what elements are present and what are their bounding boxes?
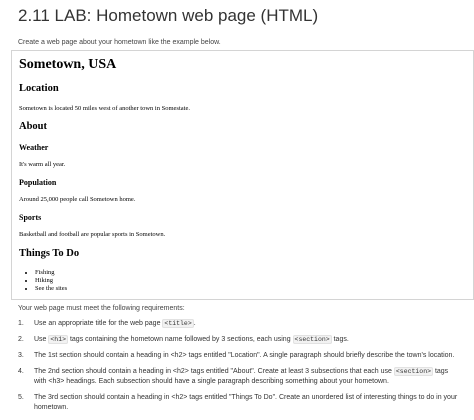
code-snippet: <section> (294, 336, 330, 343)
requirement-number: 4. (18, 368, 24, 375)
code-snippet: <section> (395, 368, 431, 375)
list-item: • Hiking (35, 277, 67, 285)
page-title: 2.11 LAB: Hometown web page (HTML) (18, 6, 319, 25)
things-list (19, 269, 67, 293)
requirement-text: The 3rd section should contain a heading in <h2> tags entitled "Things To Do". Create an unordered list of interesting things to do in your hometown. (34, 394, 458, 411)
weather-heading: Weather (19, 143, 49, 152)
sports-heading: Sports (19, 213, 42, 222)
list-item: • Fishing (35, 269, 67, 277)
example-page (11, 50, 474, 300)
things-heading: Things To Do (19, 248, 80, 259)
code-snippet: <h1> (50, 336, 67, 343)
intro-text: Create a web page about your hometown like the example below. (18, 39, 221, 46)
code-snippet: <title> (164, 320, 192, 327)
requirement-text: Use <h1> tags containing the hometown name followed by 3 sections, each using <section> tags. (34, 336, 349, 343)
requirement-text: Use an appropriate title for the web page <title> . (34, 320, 196, 327)
requirement-text: The 1st section should contain a heading in <h2> tags entitled "Location". A single paragraph should briefly describe the town's location. (34, 352, 455, 359)
list-item: • See the sites (35, 285, 67, 293)
example-h1: Sometown, USA (19, 57, 117, 72)
requirement-number: 1. (18, 320, 24, 327)
location-heading: Location (19, 83, 59, 94)
population-heading: Population (19, 178, 57, 187)
sports-text: Basketball and football are popular sports in Sometown. (19, 231, 166, 238)
weather-text: It's warm all year. (19, 161, 66, 168)
requirement-number: 2. (18, 336, 24, 343)
requirement-number: 5. (18, 394, 24, 401)
about-heading: About (19, 121, 48, 132)
requirements-intro: Your web page must meet the following requirements: (18, 305, 185, 312)
location-text: Sometown is located 50 miles west of another town in Somestate. (19, 105, 190, 112)
requirement-number: 3. (18, 352, 24, 359)
requirement-text: The 2nd section should contain a heading in <h2> tags entitled "About". Create at least 3 subsections that each use <section> tags with <h3> headings. Each subsection should have a single paragraph describing something about your hometown. (34, 368, 449, 385)
population-text: Around 25,000 people call Sometown home. (19, 196, 136, 203)
